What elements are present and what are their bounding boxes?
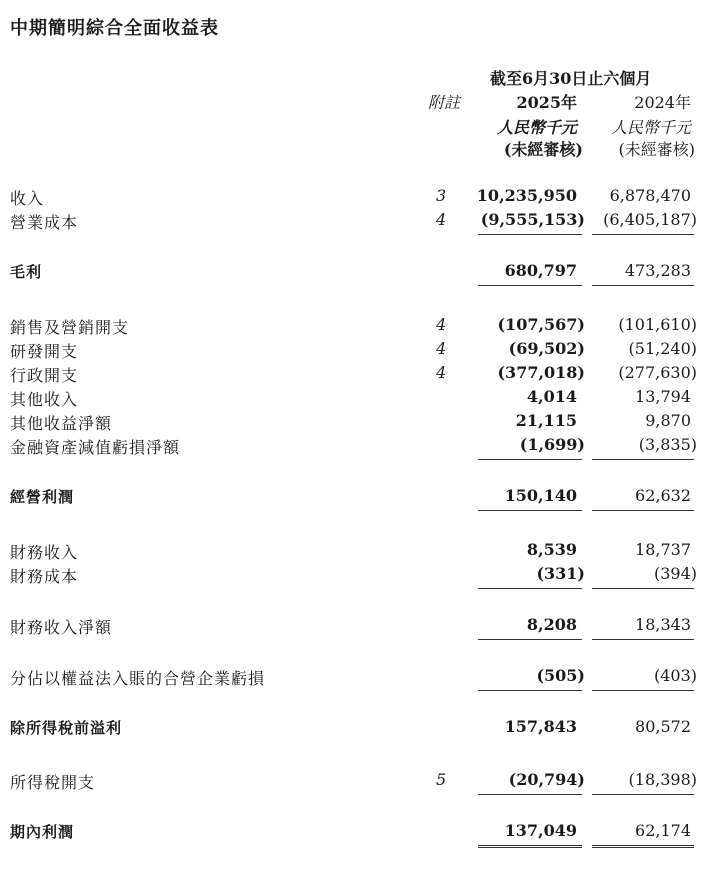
subtotal-rule — [478, 639, 582, 640]
value-current: (9,555,153) — [480, 210, 585, 229]
subtotal-rule — [478, 588, 582, 589]
value-current: (107,567) — [497, 315, 585, 334]
row-label: 毛利 — [10, 263, 43, 281]
value-prior: 6,878,470 — [609, 186, 691, 205]
year-prior-header: 2024年 — [634, 93, 691, 112]
subtotal-rule — [478, 510, 582, 511]
page-title: 中期簡明綜合全面收益表 — [10, 18, 219, 39]
table-row — [0, 666, 709, 688]
row-note: 4 — [436, 210, 447, 229]
value-prior: (6,405,187) — [603, 210, 697, 229]
value-prior: (3,835) — [638, 435, 697, 454]
value-prior: (101,610) — [618, 315, 697, 334]
subtotal-rule — [592, 234, 694, 235]
value-current: (331) — [536, 564, 585, 583]
value-current: 680,797 — [504, 261, 577, 280]
value-prior: (51,240) — [628, 339, 697, 358]
value-prior: 18,343 — [635, 615, 691, 634]
subtotal-rule — [592, 459, 694, 460]
value-current: (69,502) — [508, 339, 585, 358]
period-header: 截至6月30日止六個月 — [490, 69, 652, 88]
subtotal-rule — [592, 639, 694, 640]
row-label: 期內利潤 — [10, 823, 75, 841]
value-current: 8,539 — [526, 540, 577, 559]
table-row — [0, 540, 709, 562]
table-row — [0, 411, 709, 433]
value-current: 4,014 — [526, 387, 577, 406]
row-label: 營業成本 — [10, 213, 79, 232]
value-prior: 80,572 — [635, 717, 691, 736]
value-prior: (394) — [653, 564, 697, 583]
value-current: (1,699) — [519, 435, 585, 454]
value-current: (20,794) — [508, 770, 585, 789]
row-label: 收入 — [10, 189, 45, 208]
value-current: 137,049 — [504, 821, 577, 840]
row-label: 財務收入 — [10, 543, 79, 562]
row-label: 財務收入淨額 — [10, 618, 113, 637]
table-row — [0, 821, 709, 843]
subtotal-rule — [592, 588, 694, 589]
subtotal-rule — [592, 285, 694, 286]
subtotal-rule — [478, 234, 582, 235]
value-current: 8,208 — [526, 615, 577, 634]
row-label: 財務成本 — [10, 567, 79, 586]
row-label: 其他收益淨額 — [10, 414, 113, 433]
row-label: 金融資產減值虧損淨額 — [10, 438, 181, 457]
subtotal-rule — [478, 690, 582, 691]
value-prior: 9,870 — [645, 411, 691, 430]
table-row — [0, 770, 709, 792]
table-row — [0, 564, 709, 586]
value-prior: 62,632 — [635, 486, 691, 505]
value-current: (377,018) — [497, 363, 585, 382]
subtotal-rule — [592, 794, 694, 795]
row-label: 經營利潤 — [10, 488, 75, 506]
row-label: 其他收入 — [10, 390, 79, 409]
value-prior: (277,630) — [618, 363, 697, 382]
value-current: (505) — [536, 666, 585, 685]
table-row — [0, 615, 709, 637]
subtotal-rule — [592, 510, 694, 511]
total-double-rule — [478, 845, 582, 850]
row-label: 銷售及營銷開支 — [10, 318, 130, 337]
table-row — [0, 717, 709, 739]
value-prior: 473,283 — [624, 261, 691, 280]
value-prior: (18,398) — [628, 770, 697, 789]
note-column-header: 附註 — [428, 93, 461, 112]
value-current: 10,235,950 — [476, 186, 577, 205]
row-label: 分佔以權益法入賬的合營企業虧損 — [10, 669, 266, 688]
value-prior: 13,794 — [635, 387, 691, 406]
subtotal-rule — [478, 459, 582, 460]
unit-prior-header: 人民幣千元 — [610, 118, 691, 137]
table-row — [0, 186, 709, 208]
value-prior: (403) — [653, 666, 697, 685]
value-current: 21,115 — [515, 411, 577, 430]
audit-prior-header: (未經審核) — [618, 140, 695, 159]
table-row — [0, 363, 709, 385]
row-note: 4 — [436, 363, 447, 382]
row-note: 4 — [436, 315, 447, 334]
row-label: 所得稅開支 — [10, 773, 96, 792]
unit-current-header: 人民幣千元 — [496, 118, 577, 137]
row-label: 行政開支 — [10, 366, 79, 385]
table-row — [0, 486, 709, 508]
table-row — [0, 315, 709, 337]
row-note: 3 — [436, 186, 447, 205]
value-current: 150,140 — [504, 486, 577, 505]
value-current: 157,843 — [504, 717, 577, 736]
subtotal-rule — [478, 285, 582, 286]
subtotal-rule — [478, 794, 582, 795]
value-prior: 18,737 — [635, 540, 691, 559]
row-label: 除所得稅前溢利 — [10, 719, 123, 737]
value-prior: 62,174 — [635, 821, 691, 840]
row-note: 5 — [436, 770, 447, 789]
table-row — [0, 210, 709, 232]
table-row — [0, 261, 709, 283]
subtotal-rule — [592, 690, 694, 691]
table-row — [0, 339, 709, 361]
year-current-header: 2025年 — [516, 93, 577, 112]
row-note: 4 — [436, 339, 447, 358]
total-double-rule — [592, 845, 694, 850]
audit-current-header: (未經審核) — [503, 140, 583, 159]
row-label: 研發開支 — [10, 342, 79, 361]
table-row — [0, 387, 709, 409]
table-row — [0, 435, 709, 457]
